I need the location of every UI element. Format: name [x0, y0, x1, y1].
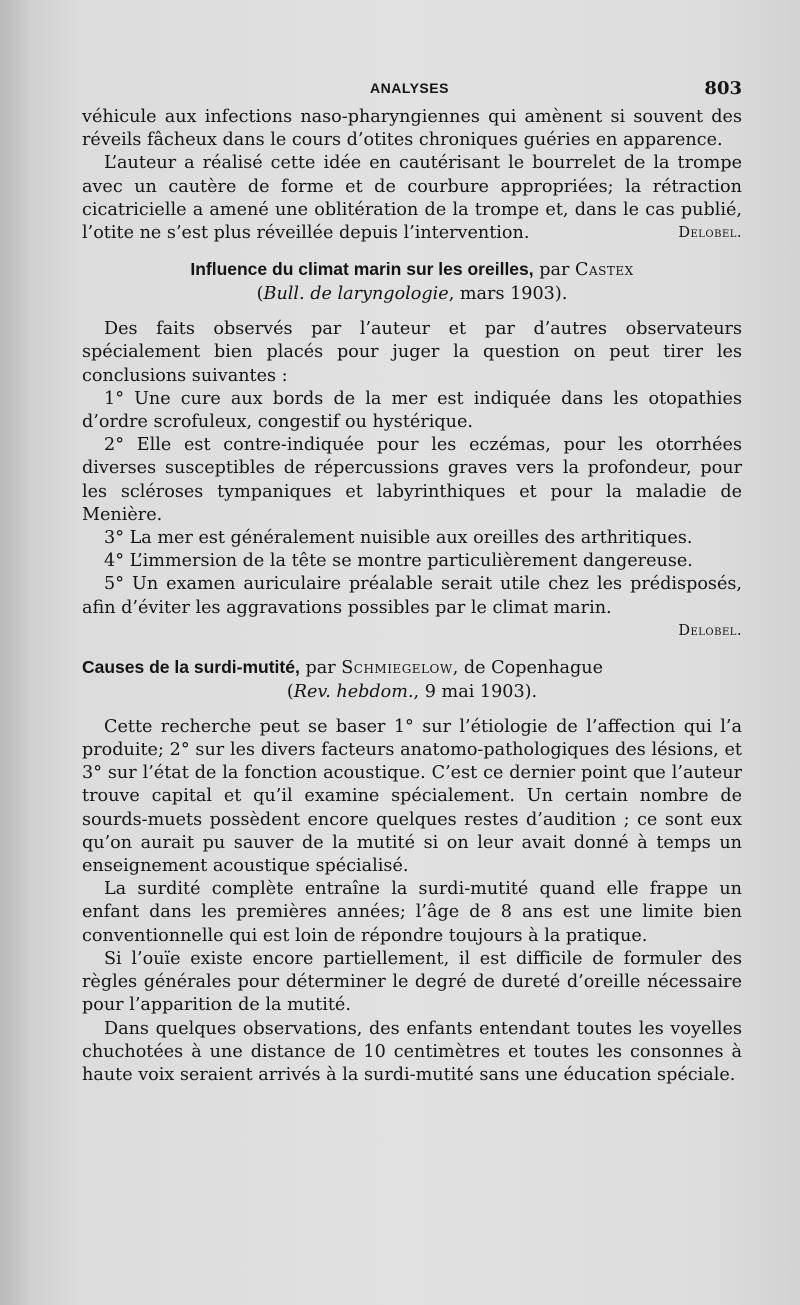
article3-title: Causes de la surdi-mutité, — [82, 656, 300, 677]
article2-item-2: 2° Elle est contre-indiquée pour les eczémas, pour les otorrhées diverses susceptibles de répercussions graves vers la profondeur, pour les scléroses tympaniques et labyrinthiques et pour la maladie de Menière. — [82, 435, 742, 525]
page-number: 803 — [704, 78, 742, 99]
article2-item-5: 5° Un examen auriculaire préalable serait utile chez les prédisposés, afin d’éviter les aggravations possibles par le climat marin. — [82, 574, 742, 618]
article1-paragraph-2-text: L’auteur a réalisé cette idée en cautérisant le bourrelet de la trompe avec un cautère de forme et de courbure appropriées; la rétraction cicatricielle a amené une oblitération de la trompe et, dans le cas publié, l’otite ne s’est plus réveillée depuis l’intervention. — [82, 153, 742, 244]
article2-source-journal: Bull. de laryngologie — [263, 284, 449, 305]
article2-source: (Bull. de laryngologie, mars 1903). — [256, 284, 568, 305]
article2-title: Influence du climat marin sur les oreilles, — [190, 259, 534, 280]
article3-paragraph-2: La surdité complète entraîne la surdi-mutité quand elle frappe un enfant dans les premières années; l’âge de 8 ans est une limite bien conventionnelle qui est loin de répondre toujours à la pratique. — [82, 879, 742, 946]
article3-paragraph-4: Dans quelques observations, des enfants entendant toutes les voyelles chuchotées à une distance de 10 centimètres et toutes les consonnes à haute voix seraient arrivés à la surdi-mutité sans une éducation spéciale. — [82, 1018, 742, 1085]
article2-item-4: 4° L’immersion de la tête se montre particulièrement dangereuse. — [104, 551, 693, 572]
article3-paragraph-1: Cette recherche peut se baser 1° sur l’étiologie de l’affection qui l’a produite; 2° sur les divers facteurs anatomo-pathologiques des lésions, et 3° sur l’état de la fonction acoustique. C’est ce dernier point que l’auteur trouve capital et qu’il examine spécialement. Un certain nombre de sourds-muets possèdent encore quelques restes d’audition ; ce sont eux qu’on aurait pu sauver de la mutité si on leur avait donné à temps un enseignement acoustique spécialisé. — [82, 716, 742, 877]
article1-signature: Delobel. — [678, 225, 742, 242]
running-head-title: ANALYSES — [370, 80, 449, 96]
article1-paragraph-1: véhicule aux infections naso-pharyngiennes qui amènent si souvent des réveils fâcheux dans le cours d’otites chroniques guéries en apparence. — [82, 107, 742, 151]
article2-intro: Des faits observés par l’auteur et par d’autres observateurs spécialement bien placés pour juger la question on peut tirer les conclusions suivantes : — [82, 319, 742, 386]
running-head — [82, 72, 742, 106]
article3-by: par — [305, 657, 336, 678]
book-page — [82, 72, 742, 1087]
article2-item-1: 1° Une cure aux bords de la mer est indiquée dans les otopathies d’ordre scrofuleux, congestif ou hystérique. — [82, 388, 742, 433]
article2-source-date: , mars 1903). — [448, 284, 568, 305]
article2-by: par — [539, 260, 570, 281]
article3-source: (Rev. hebdom., 9 mai 1903). — [286, 681, 538, 702]
article1-paragraph-2 — [82, 152, 742, 245]
article2-signature: Delobel. — [678, 622, 742, 639]
article2-author: Castex — [575, 260, 634, 281]
article3-source-journal: Rev. hebdom. — [293, 681, 414, 702]
article2-heading — [82, 257, 742, 282]
article2-item-3: 3° La mer est généralement nuisible aux oreilles des arthritiques. — [104, 528, 693, 549]
article3-author: Schmiegelow — [341, 657, 453, 678]
article3-origin: , de Copenhague — [452, 657, 604, 678]
article3-paragraph-3: Si l’ouïe existe encore partiellement, il est difficile de formuler des règles générales pour déterminer le degré de dureté d’oreille nécessaire pour l’apparition de la mutité. — [82, 948, 742, 1016]
article3-heading — [82, 655, 742, 680]
article3-source-date: , 9 mai 1903). — [413, 681, 538, 702]
